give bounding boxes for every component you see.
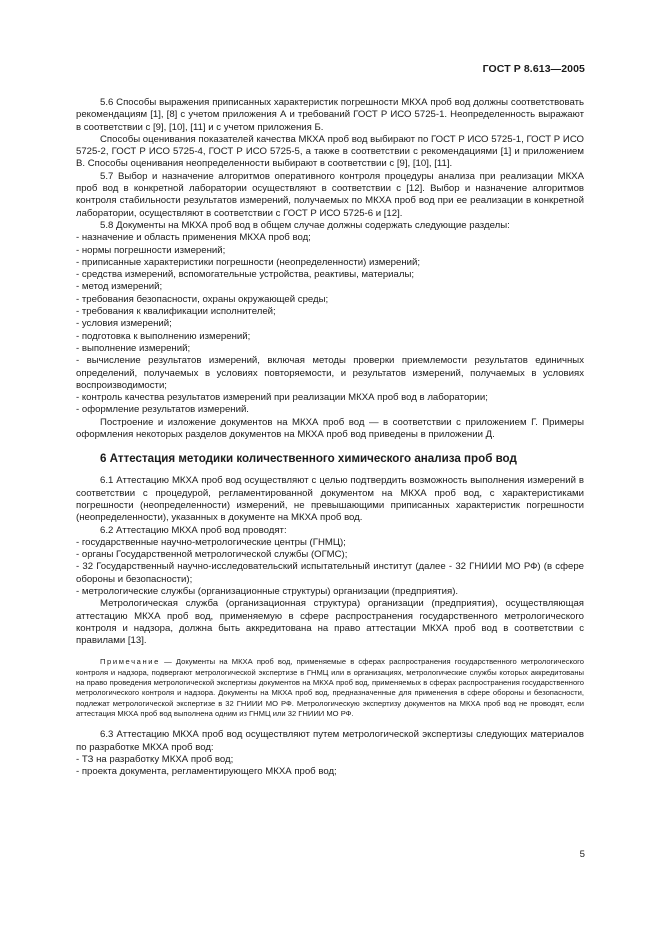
- list-item: - оформление результатов измерений.: [76, 404, 249, 416]
- paragraph-structure: Построение и изложение документов на МКХА проб вод — в соответствии с приложением Г. Примеры оформления некоторых разделов документов на МКХА проб вод приведены в приложении Д.: [76, 416, 584, 441]
- list-item: - выполнение измерений;: [76, 342, 191, 354]
- paragraph-evaluation-methods: Способы оценивания показателей качества МКХА проб вод выбирают по ГОСТ Р ИСО 5725-1, ГОСТ Р ИСО 5725-2, ГОСТ Р ИСО 5725-4, ГОСТ Р ИСО 5725-5, а также в соответствии с рекомендациями [1] и приложением В. Способы оценивания неопределенности выбирают в соответствии с [9], [10], [11].: [76, 133, 584, 170]
- note-label: Примечание: [100, 657, 160, 667]
- paragraph-5-6: 5.6 Способы выражения приписанных характеристик погрешности МКХА проб вод должны соответствовать рекомендациям [1], [8] с учетом приложения А и требований ГОСТ Р ИСО 5725-1. Неопределенность выражают в соответствии с [9], [10], [11] и с учетом приложения Б.: [76, 97, 584, 133]
- note: [76, 657, 584, 719]
- paragraph-5-7: 5.7 Выбор и назначение алгоритмов оперативного контроля процедуры анализа при реализации МКХА проб вод в конкретной лаборатории осуществляют в соответствии с [12]. Выбор и назначение алгоритмов контроля стабильности результатов измерений, получаемых по МКХА проб вод при ее реализации в конкретной лаборатории, осуществляют в соответствии с ГОСТ Р ИСО 5725-6 и [12].: [76, 170, 584, 219]
- list-item: - приписанные характеристики погрешности (неопределенности) измерений;: [76, 256, 421, 268]
- section-6-heading: 6 Аттестация методики количественного химического анализа проб вод: [100, 452, 517, 466]
- paragraph-5-8: 5.8 Документы на МКХА проб вод в общем случае должны содержать следующие разделы:: [100, 219, 510, 231]
- page-number: 5: [579, 849, 585, 860]
- list-item: - органы Государственной метрологической службы (ОГМС);: [76, 549, 348, 561]
- list-item: - подготовка к выполнению измерений;: [76, 330, 251, 342]
- list-item: - средства измерений, вспомогательные устройства, реактивы, материалы;: [76, 269, 415, 281]
- list-item: - метрологические службы (организационные структуры) организации (предприятия).: [76, 585, 459, 597]
- list-item: - требования безопасности, охраны окружающей среды;: [76, 293, 329, 305]
- list-item: - ТЗ на разработку МКХА проб вод;: [76, 753, 234, 765]
- list-item: - назначение и область применения МКХА проб вод;: [76, 232, 311, 244]
- list-item: - проекта документа, регламентирующего МКХА проб вод;: [76, 766, 337, 778]
- note-text: — Документы на МКХА проб вод, применяемые в сферах распространения государственного метрологического контроля и надзора, подвергают метрологической экспертизе в ГНМЦ или в организациях, метрологические службы которых аккредитованы на право проведения метрологической экспертизы документов на МКХА проб вод, применяемых в сферах распространения государственного метрологического контроля и надзора. Документы на МКХА проб вод, предназначенные для применения в сфере обороны и безопасности, подлежат метрологической экспертизе в 32 ГНИИИ МО РФ. Метрологическую экспертизу документов на МКХА проб вод не проводят, если аттестация МКХА проб вод выполнена одним из ГНМЦ или 32 ГНИИИ МО РФ.: [76, 657, 584, 718]
- list-item: - требования к квалификации исполнителей;: [76, 306, 276, 318]
- list-item: - контроль качества результатов измерений при реализации МКХА проб вод в лаборатории;: [76, 392, 488, 404]
- paragraph-6-2: 6.2 Аттестацию МКХА проб вод проводят:: [100, 524, 287, 536]
- document-header: ГОСТ Р 8.613—2005: [482, 63, 585, 75]
- list-item: - вычисление результатов измерений, включая методы проверки приемлемости результатов единичных определений, получаемых в условиях повторяемости, и результатов измерений, получаемых в условиях воспроизводимости;: [76, 355, 584, 391]
- document-body: [76, 97, 584, 778]
- paragraph-6-3: 6.3 Аттестацию МКХА проб вод осуществляют путем метрологической экспертизы следующих материалов по разработке МКХА проб вод:: [76, 729, 584, 753]
- paragraph-6-1: 6.1 Аттестацию МКХА проб вод осуществляют с целью подтвердить возможность выполнения измерений в соответствии с процедурой, регламентированной документом на МКХА проб вод, с характеристиками погрешности (неопределенности) измерений, не превышающими приписанных характеристик погрешности (неопределенности), указанных в документе на МКХА проб вод.: [76, 475, 584, 524]
- list-item: - нормы погрешности измерений;: [76, 244, 226, 256]
- list-item: - условия измерений;: [76, 318, 172, 330]
- list-item: - 32 Государственный научно-исследовательский испытательный институт (далее - 32 ГНИИИ МО РФ) (в сфере обороны и безопасности);: [76, 561, 584, 585]
- list-item: - метод измерений;: [76, 281, 163, 293]
- list-item: - государственные научно-метрологические центры (ГНМЦ);: [76, 536, 346, 548]
- paragraph-accreditation: Метрологическая служба (организационная структура) организации (предприятия), осуществляющая аттестацию МКХА проб вод, применяемую в сфере распространения государственного метрологического контроля и надзора, должна быть аккредитована на право аттестации МКХА проб вод в соответствии с правилами [13].: [76, 598, 584, 647]
